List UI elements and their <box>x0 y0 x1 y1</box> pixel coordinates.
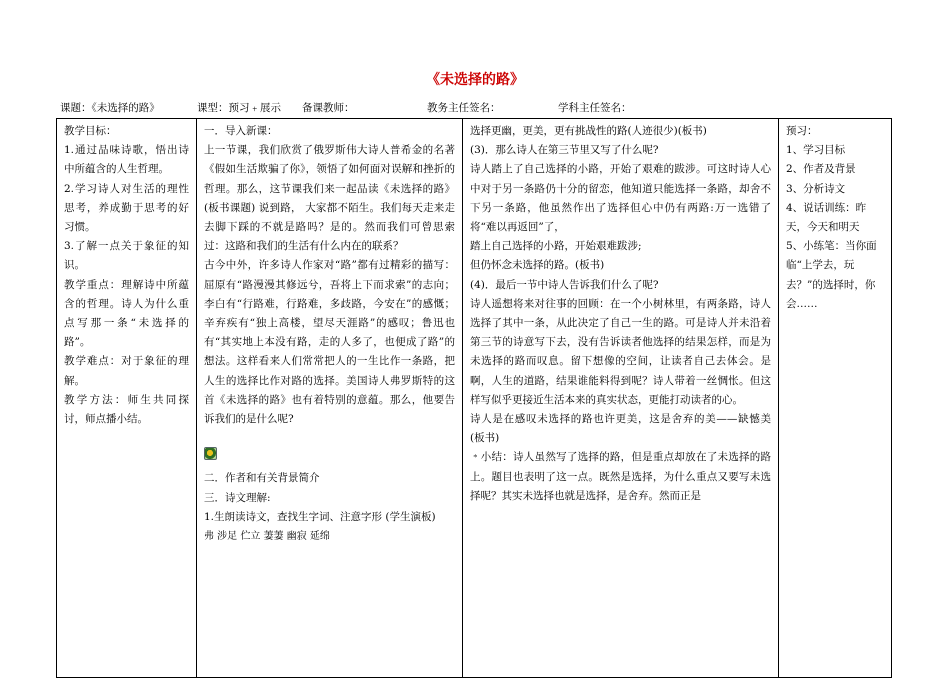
meta-teacher: 备课教师： <box>302 102 355 114</box>
section-heading: 三．诗文理解: <box>204 491 271 504</box>
meta-subject-head-signature: 学科主任签名： <box>558 102 632 114</box>
paragraph: 上一节课，我们欣赏了俄罗斯伟大诗人普希金的名著《假如生活欺骗了你》，领悟了如何面对误解和挫折的哲理。那么，这节课我们来一起品读《未选择的路》(板书课题) 说到路， 大家都不陌生。我们每天走来走去脚下踩的不就是路吗？是的。然而我们可曾思索过：这路和我们的生活有什么内在的联系？ <box>204 144 455 253</box>
objective-item: 2.学习诗人对生活的理性思考，养成勤于思考的好习惯。 <box>64 182 189 234</box>
summary: ﹡小结：诗人虽然写了选择的路，但是重点却放在了未选择的路上。题目也表明了这一点。既然是选择，为什么重点又要写未选择呢？其实未选择也就是选择，是舍弃。然而正是 <box>470 451 771 502</box>
teaching-method: 教学方法：师生共同探讨，师点播小结。 <box>64 393 189 426</box>
question: (3)．那么诗人在第三节里又写了什么呢? <box>470 144 659 157</box>
column-preview <box>779 119 893 677</box>
preview-item: 3、分析诗文 <box>786 182 846 195</box>
document-title: 《未选择的路》 <box>426 72 524 88</box>
paragraph: 诗人是在感叹未选择的路也许更美，这是舍弃的美——缺憾美 (板书) <box>470 413 771 445</box>
column-objectives <box>57 119 197 677</box>
paragraph: 踏上自己选择的小路，开始艰难跋涉; <box>470 240 642 253</box>
objective-item: 3.了解一点关于象征的知识。 <box>64 240 189 272</box>
preview-item: 5、小练笔：当你面临“上学去，玩去？”的选择时，你会…… <box>786 240 877 310</box>
vocabulary-list: 弗 涉足 伫立 萋萋 幽寂 延绵 <box>204 531 330 543</box>
column-poem-analysis <box>463 119 779 677</box>
paragraph: 诗人踏上了自己选择的小路，开始了艰难的跋涉。可这时诗人心中对于另一条路仍十分的留恋，他知道只能选择一条路，却舍不下另一条路，他虽然作出了选择但心中仍有两路:万一选错了将“难以再返回”了， <box>470 163 771 234</box>
paragraph: 选择更幽，更美，更有挑战性的路(人迹很少)(板书) <box>470 125 707 137</box>
paragraph: 古今中外，许多诗人作家对“路”都有过精彩的描写：屈原有“路漫漫其修远兮，吾将上下而求索”的志向；李白有“行路难，行路难，多歧路，今安在”的感慨；辛弃疾有“独上高楼，望尽天涯路”的感叹；鲁迅也有“其实地上本没有路，走的人多了，也便成了路”的想法。这样看来人们常常把人的一生比作一条路，把人生的选择比作对路的选择。美国诗人弗罗斯特的这首《未选择的路》也有着特别的意蕴。那么，他要告诉我们的是什么呢? <box>204 259 455 426</box>
preview-item: 1、学习目标 <box>786 144 846 157</box>
section-heading: 一．导入新课： <box>204 125 278 137</box>
meta-lesson-type: 课型：预习﹢展示 <box>197 102 281 114</box>
question: (4)．最后一节中诗人告诉我们什么了呢? <box>470 278 659 291</box>
objective-item: 1.通过品味诗歌，悟出诗中所蕴含的人生哲理。 <box>64 144 189 176</box>
picture-icon <box>204 447 217 460</box>
objectives-heading: 教学目标： <box>64 125 117 137</box>
preview-item: 2、作者及背景 <box>786 163 856 176</box>
key-point: 教学重点：理解诗中所蕴含的哲理。诗人为什么重点写那一条“未选择的路”。 <box>64 278 189 349</box>
paragraph: 1.生朗读诗文，查找生字词、注意字形 (学生演板) <box>204 510 436 523</box>
meta-topic: 课题：《未选择的路》 <box>60 102 160 114</box>
preview-heading: 预习： <box>786 125 818 137</box>
lesson-plan-table <box>56 118 892 678</box>
paragraph: 诗人遥想将来对往事的回顾：在一个小树林里，有两条路，诗人选择了其中一条，从此决定了自己一生的路。可是诗人并未沿着第三节的诗意写下去，没有告诉读者他选择的结果怎样，而是为未选择的路而叹息。留下想像的空间，让读者自己去体会。是啊，人生的道路，结果谁能料得到呢？诗人带着一丝惆怅。但这样写似乎更接近生活本来的真实状态，更能打动读者的心。 <box>470 297 771 406</box>
paragraph: 但仍怀念未选择的路。(板书) <box>470 259 605 272</box>
column-lesson-intro <box>197 119 463 677</box>
meta-director-signature: 教务主任签名： <box>427 102 501 114</box>
preview-item: 4、说话训练：昨天，今天和明天 <box>786 201 867 234</box>
difficult-point: 教学难点：对于象征的理解。 <box>64 355 189 387</box>
section-heading: 二．作者和有关背景简介 <box>204 472 320 485</box>
